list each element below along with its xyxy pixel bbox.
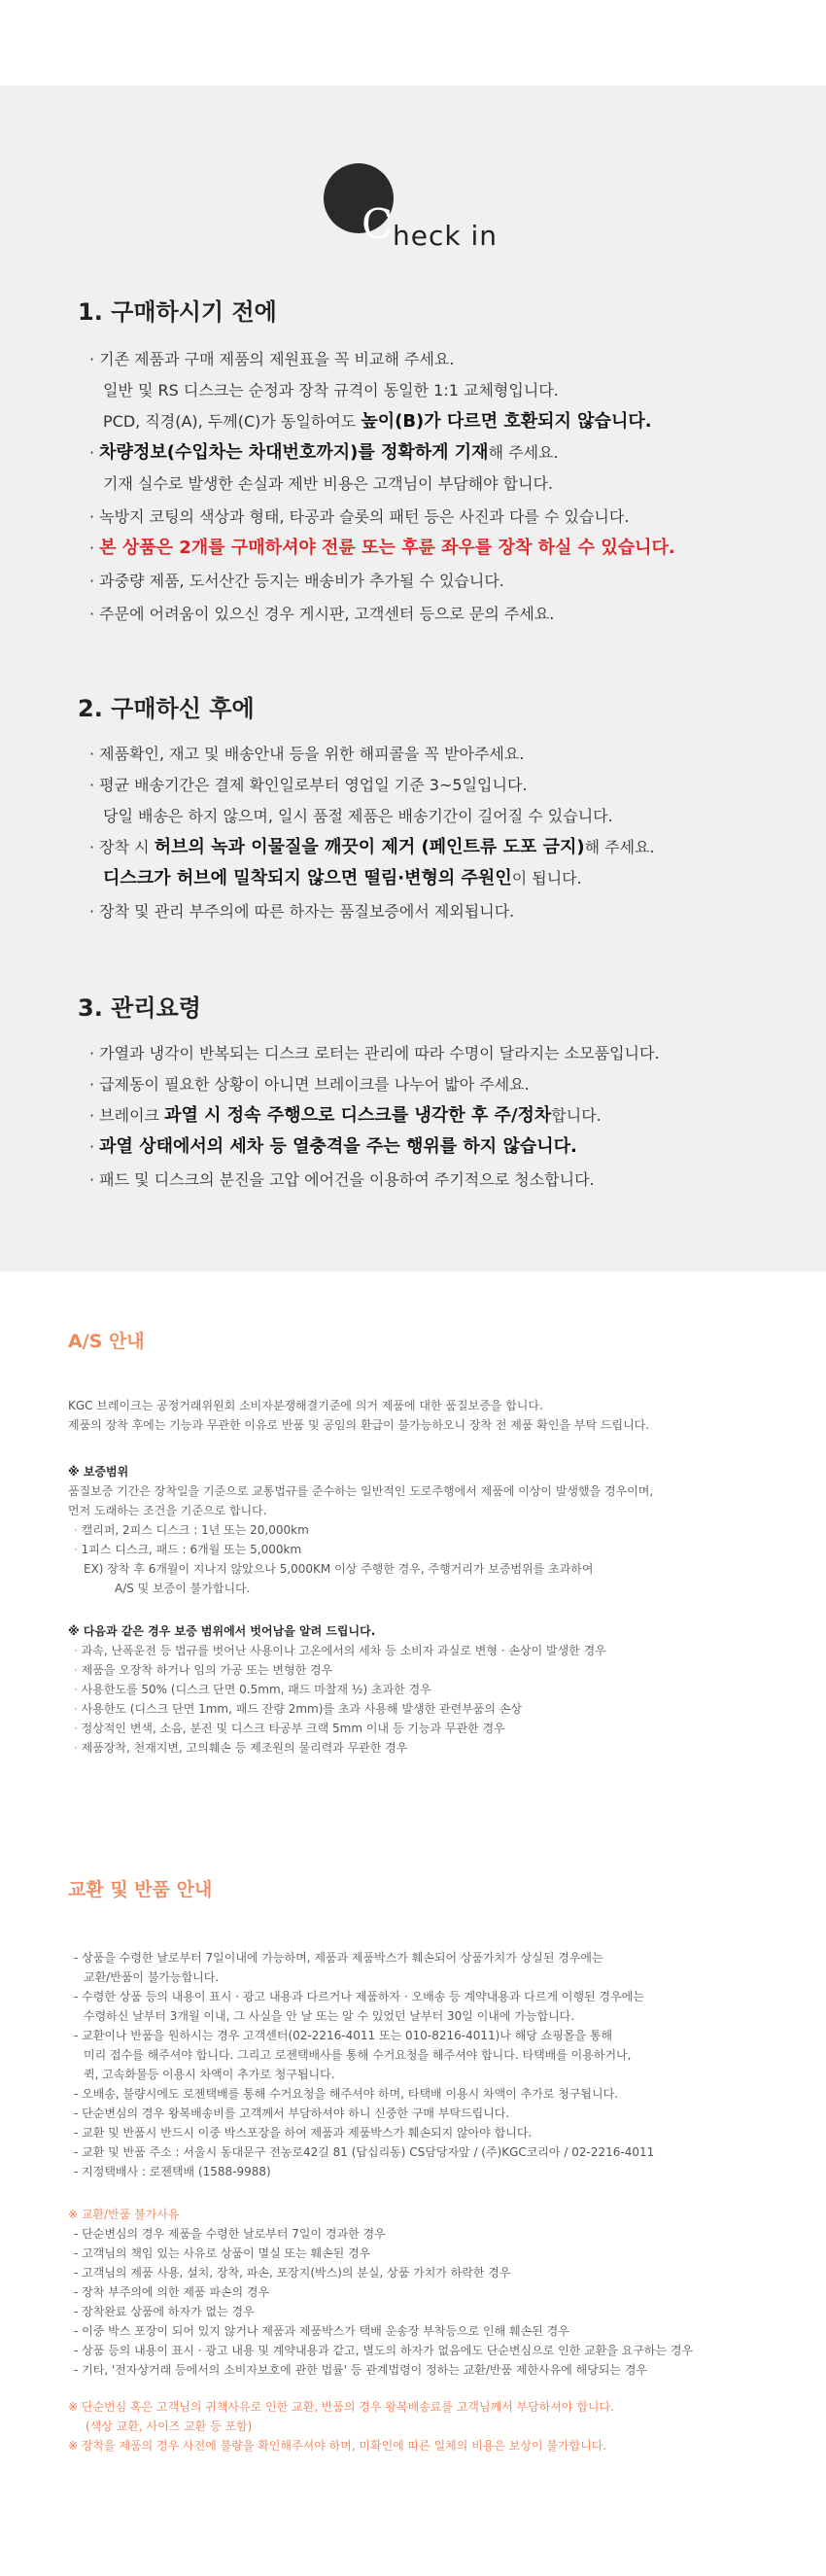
s3-line-4: · 과열 상태에서의 세차 등 열충격을 주는 행위를 하지 않습니다. xyxy=(89,1136,577,1157)
exchange-title: 교환 및 반품 안내 xyxy=(68,1879,213,1900)
as-b4-text: 1피스 디스크, 패드 : 6개월 또는 5,000km xyxy=(81,1543,302,1556)
as-c6-text: 제품장착, 천재지변, 고의훼손 등 제조원의 물리력과 무관한 경우 xyxy=(81,1741,408,1755)
s1-line-4a: 차량정보(수입차는 차대번호까지)를 정확하게 기재 xyxy=(99,442,489,463)
section-1-title: 1. 구매하시기 전에 xyxy=(78,298,277,326)
as-b5: EX) 장착 후 6개월이 지나지 않았으나 5,000KM 이상 주행한 경우, 주행거리가 보증범위를 초과하여 xyxy=(84,1562,594,1576)
s2-line-5a: 디스크가 허브에 밀착되지 않으면 떨림·변형의 주원인 xyxy=(103,868,512,888)
as-b1: 품질보증 기간은 장착일을 기준으로 교통법규를 준수하는 일반적인 도로주행에서 제품에 이상이 발생했을 경우이며, xyxy=(68,1484,654,1498)
s2-line-6: · 장착 및 관리 부주의에 따른 하자는 품질보증에서 제외됩니다. xyxy=(89,902,515,921)
s2-line-4b: 허브의 녹과 이물질을 깨끗이 제거 (페인트류 도포 금지) xyxy=(154,837,585,857)
s1-line-9: · 주문에 어려움이 있으신 경우 게시판, 고객센터 등으로 문의 주세요. xyxy=(89,605,555,623)
s1-line-1: · 기존 제품과 구매 제품의 제원표을 꼭 비교해 주세요. xyxy=(89,350,455,368)
ex-n8: - 기타, '전자상거래 등에서의 소비자보호에 관한 법률' 등 관계법령이 정하는 교환/반품 제한사유에 해당되는 경우 xyxy=(74,2363,648,2377)
ex-r11: - 교환 및 반품 주소 : 서울시 동대문구 전농로42길 81 (답십리동) CS담당자앞 / (주)KGC코리아 / 02-2216-4011 xyxy=(74,2145,655,2159)
s2-line-4 xyxy=(89,838,655,857)
section-3-title: 3. 관리요령 xyxy=(78,994,201,1022)
ex-r8: - 오배송, 불량시에도 로젠택배를 통해 수거요청을 해주셔야 하며, 타택배 이용시 차액이 추가로 청구됩니다. xyxy=(74,2087,619,2101)
ex-r1: - 상품을 수령한 날로부터 7일이내에 가능하며, 제품과 제품박스가 훼손되어 상품가치가 상실된 경우에는 xyxy=(74,1951,603,1965)
as-b3-text: 캘리퍼, 2피스 디스크 : 1년 또는 20,000km xyxy=(81,1523,309,1537)
ex-n5: - 장착완료 상품에 하자가 없는 경우 xyxy=(74,2305,255,2318)
s1-line-3 xyxy=(103,412,652,432)
ex-r6: 미리 접수를 해주셔야 합니다. 그리고 로젠택배사를 통해 수거요청을 해주셔야 합니다. 타택배를 이용하거나, xyxy=(84,2048,632,2062)
ex-r7: 퀵, 고속화물등 이용시 차액이 추가로 청구됩니다. xyxy=(84,2068,335,2081)
s2-line-2: · 평균 배송기간은 결제 확인일로부터 영업일 기준 3~5일입니다. xyxy=(89,776,528,794)
as-b3: · 캘리퍼, 2피스 디스크 : 1년 또는 20,000km xyxy=(74,1523,309,1537)
ex-n4: - 장착 부주의에 의한 제품 파손의 경우 xyxy=(74,2285,270,2299)
s2-line-1: · 제품확인, 재고 및 배송안내 등을 위한 해피콜을 꼭 받아주세요. xyxy=(89,745,525,763)
s3-line-3a: · 브레이크 xyxy=(89,1106,165,1125)
s3-line-5: · 패드 및 디스크의 분진을 고압 에어건을 이용하여 주기적으로 청소합니다. xyxy=(89,1170,595,1189)
as-warranty-heading: ※ 보증범위 xyxy=(68,1465,129,1479)
ex-r5: - 교환이나 반품을 원하시는 경우 고객센터(02-2216-4011 또는 010-8216-4011)나 해당 쇼핑몰을 통해 xyxy=(74,2029,613,2042)
as-b4: · 1피스 디스크, 패드 : 6개월 또는 5,000km xyxy=(74,1543,302,1556)
s3-line-3c: 합니다. xyxy=(551,1106,602,1125)
check-in-logo-letter: C xyxy=(361,200,394,248)
as-c5: · 정상적인 변색, 소음, 분진 및 디스크 타공부 크랙 5mm 이내 등 기능과 무관한 경우 xyxy=(74,1722,505,1735)
as-c6: · 제품장착, 천재지변, 고의훼손 등 제조원의 물리력과 무관한 경우 xyxy=(74,1741,408,1755)
ex-r2: 교환/반품이 불가능합니다. xyxy=(84,1970,220,1984)
ex-r12: - 지정택배사 : 로젠택배 (1588-9988) xyxy=(74,2165,271,2178)
ex-n3: - 고객님의 제품 사용, 설치, 장착, 파손, 포장지(박스)의 분실, 상품 가치가 하락한 경우 xyxy=(74,2266,511,2280)
s1-warning: 본 상품은 2개를 구매하셔야 전륜 또는 후륜 좌우를 장착 하실 수 있습니다. xyxy=(99,538,675,558)
s3-line-3 xyxy=(89,1106,602,1126)
ex-n7: - 상품 등의 내용이 표시 · 광고 내용 및 계약내용과 같고, 별도의 하자가 없음에도 단순변심으로 인한 교환을 요구하는 경우 xyxy=(74,2344,694,2357)
ex-f1: ※ 단순변심 혹은 고객님의 귀책사유로 인한 교환, 반품의 경우 왕복배송료를 고객님께서 부담하셔야 합니다. xyxy=(68,2400,614,2414)
s3-line-2: · 급제동이 필요한 상황이 아니면 브레이크를 나누어 밟아 주세요. xyxy=(89,1075,530,1094)
s3-line-3b: 과열 시 정속 주행으로 디스크를 냉각한 후 주/정차 xyxy=(164,1105,552,1126)
s1-line-2: 일반 및 RS 디스크는 순정과 장착 규격이 동일한 1:1 교체형입니다. xyxy=(103,381,559,400)
as-c1-text: 과속, 난폭운전 등 법규를 벗어난 사용이나 고온에서의 세차 등 소비자 과실로 변형 · 손상이 발생한 경우 xyxy=(81,1644,606,1657)
as-c3: · 사용한도를 50% (디스크 단면 0.5mm, 패드 마찰재 ½) 초과한 경우 xyxy=(74,1683,431,1696)
as-c5-text: 정상적인 변색, 소음, 분진 및 디스크 타공부 크랙 5mm 이내 등 기능과 무관한 경우 xyxy=(81,1722,505,1735)
s2-line-4c: 해 주세요. xyxy=(584,838,655,856)
s3-line-1: · 가열과 냉각이 반복되는 디스크 로터는 관리에 따라 수명이 달라지는 소모품입니다. xyxy=(89,1044,660,1062)
s2-line-4a: · 장착 시 xyxy=(89,838,155,856)
s1-line-6: · 녹방지 코팅의 색상과 형태, 타공과 슬롯의 패턴 등은 사진과 다를 수 있습니다. xyxy=(89,507,630,526)
check-in-logo-text: heck in xyxy=(393,220,499,252)
as-b2: 먼저 도래하는 조건을 기준으로 합니다. xyxy=(68,1504,267,1517)
s2-line-5b: 이 됩니다. xyxy=(511,869,582,888)
ex-n2: - 고객님의 책임 있는 사유로 상품이 멸실 또는 훼손된 경우 xyxy=(74,2246,371,2260)
s1-line-7: · 본 상품은 2개를 구매하셔야 전륜 또는 후륜 좌우를 장착 하실 수 있습니다. xyxy=(89,538,675,558)
as-c4: · 사용한도 (디스크 단면 1mm, 패드 잔량 2mm)를 초과 사용해 발생한 관련부품의 손상 xyxy=(74,1702,522,1716)
as-title: A/S 안내 xyxy=(68,1331,145,1352)
s1-line-5: 기재 실수로 발생한 손실과 제반 비용은 고객님이 부담해야 합니다. xyxy=(103,474,554,493)
as-c2: · 제품을 오장착 하거나 임의 가공 또는 변형한 경우 xyxy=(74,1663,333,1677)
as-c3-text: 사용한도를 50% (디스크 단면 0.5mm, 패드 마찰재 ½) 초과한 경우 xyxy=(81,1683,431,1696)
as-p1: KGC 브레이크는 공정거래위원회 소비자분쟁해결기준에 의거 제품에 대한 품질보증을 합니다. xyxy=(68,1399,543,1412)
ex-r10: - 교환 및 반품시 반드시 이중 박스포장을 하여 제품과 제품박스가 훼손되지 않아야 합니다. xyxy=(74,2126,533,2140)
s1-line-4b: 해 주세요. xyxy=(488,443,559,462)
as-c1: · 과속, 난폭운전 등 법규를 벗어난 사용이나 고온에서의 세차 등 소비자 과실로 변형 · 손상이 발생한 경우 xyxy=(74,1644,606,1657)
as-c4-text: 사용한도 (디스크 단면 1mm, 패드 잔량 2mm)를 초과 사용해 발생한 관련부품의 손상 xyxy=(81,1702,522,1716)
ex-r9: - 단순변심의 경우 왕복배송비를 고객께서 부담하셔야 하니 신중한 구매 부탁드립니다. xyxy=(74,2106,510,2120)
s1-line-4: · 차량정보(수입차는 차대번호까지)를 정확하게 기재해 주세요. xyxy=(89,442,559,463)
s3-line-4-bold: 과열 상태에서의 세차 등 열충격을 주는 행위를 하지 않습니다. xyxy=(99,1136,577,1157)
as-c2-text: 제품을 오장착 하거나 임의 가공 또는 변형한 경우 xyxy=(81,1663,333,1677)
s2-line-3: 당일 배송은 하지 않으며, 일시 품절 제품은 배송기간이 길어질 수 있습니다. xyxy=(103,807,613,825)
s1-line-3b: 높이(B)가 다르면 호환되지 않습니다. xyxy=(361,411,652,432)
ex-f3: ※ 장착을 제품의 경우 사전에 불량을 확인해주셔야 하며, 미확인에 따른 일체의 비용은 보상이 불가합니다. xyxy=(68,2439,607,2453)
as-exclusion-heading: ※ 다음과 같은 경우 보증 범위에서 벗어남을 알려 드립니다. xyxy=(68,1624,376,1638)
ex-f2: (색상 교환, 사이즈 교환 등 포함) xyxy=(86,2419,253,2433)
s2-line-5 xyxy=(103,869,582,888)
ex-n6: - 이중 박스 포장이 되어 있지 않거나 제품과 제품박스가 택배 운송장 부착등으로 인해 훼손된 경우 xyxy=(74,2324,569,2338)
ex-r3: - 수령한 상품 등의 내용이 표시 · 광고 내용과 다르거나 제품하자 · 오배송 등 계약내용과 다르게 이행된 경우에는 xyxy=(74,1990,644,2003)
as-p2: 제품의 장착 후에는 기능과 무관한 이유로 반품 및 공임의 환급이 불가능하오니 장착 전 제품 확인을 부탁 드립니다. xyxy=(68,1418,650,1432)
as-b6: A/S 및 보증이 불가합니다. xyxy=(115,1582,251,1595)
ex-r4: 수령하신 날부터 3개월 이내, 그 사실을 안 날 또는 알 수 있었던 날부터 30일 이내에 가능합니다. xyxy=(84,2009,575,2023)
ex-no-return-heading: ※ 교환/반품 불가사유 xyxy=(68,2208,180,2221)
s1-line-8: · 과중량 제품, 도서산간 등지는 배송비가 추가될 수 있습니다. xyxy=(89,572,504,590)
s1-line-3a: PCD, 직경(A), 두께(C)가 동일하여도 xyxy=(103,412,361,431)
section-2-title: 2. 구매하신 후에 xyxy=(78,695,255,722)
ex-n1: - 단순변심의 경우 제품을 수령한 날로부터 7일이 경과한 경우 xyxy=(74,2227,386,2241)
